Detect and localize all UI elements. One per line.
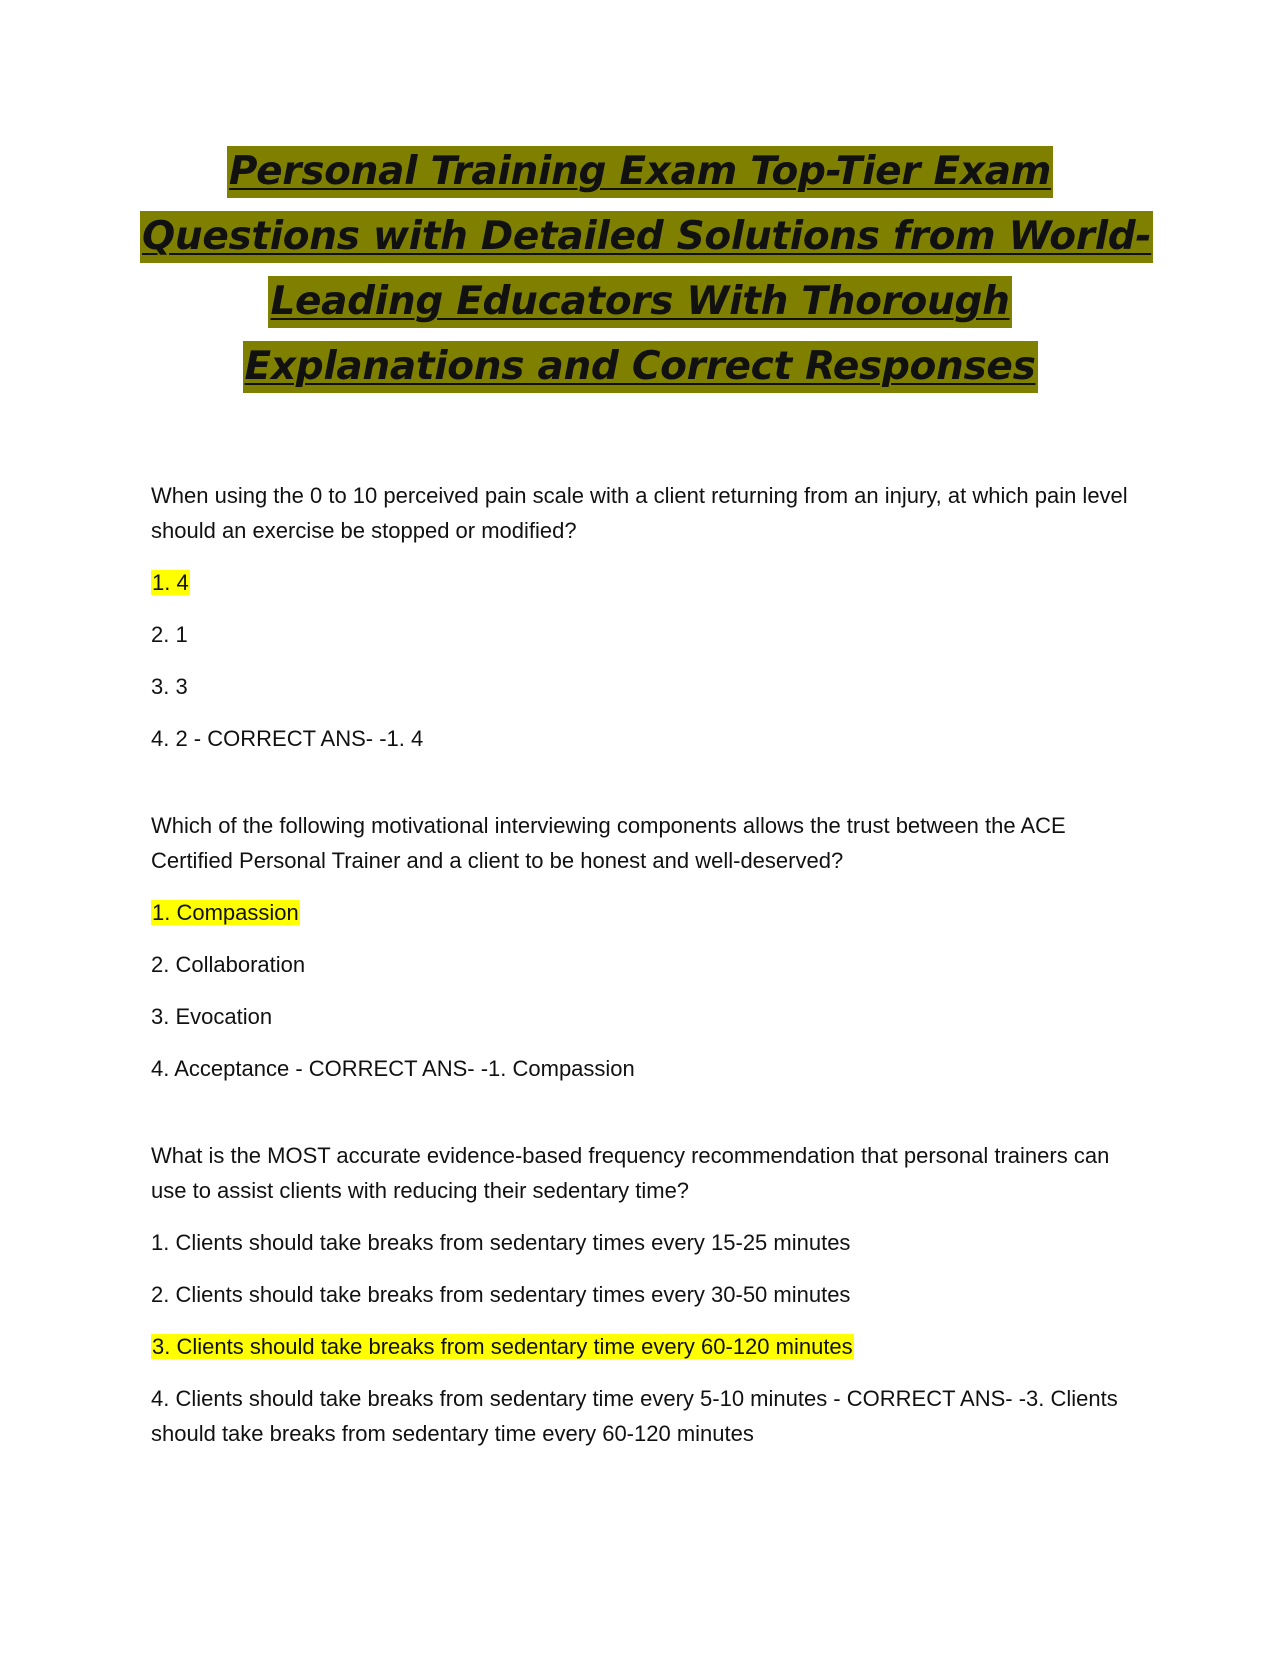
answer-option: 3. Evocation: [151, 1004, 273, 1029]
answer-option: 1. Clients should take breaks from sedentary times every 15-25 minutes: [151, 1230, 851, 1255]
title-line: Personal Training Exam Top-Tier Exam: [227, 146, 1053, 198]
title-line: Leading Educators With Thorough: [268, 276, 1011, 328]
answer-option: 4. 2 - CORRECT ANS- -1. 4: [151, 726, 424, 751]
title-line: Questions with Detailed Solutions from World-: [140, 211, 1153, 263]
highlighted-answer: 3. Clients should take breaks from sedentary time every 60-120 minutes: [152, 1334, 853, 1359]
answer-option: 2. Collaboration: [151, 952, 306, 977]
answer-option: [151, 895, 1131, 930]
answer-option: [151, 565, 1131, 600]
highlighted-answer: 1. 4: [152, 570, 189, 595]
highlighted-answer: 1. Compassion: [152, 900, 299, 925]
question-text: What is the MOST accurate evidence-based frequency recommendation that personal trainers can use to assist clients with reducing their sedentary time?: [151, 1143, 1110, 1203]
question-text: When using the 0 to 10 perceived pain scale with a client returning from an injury, at which pain level should an exercise be stopped or modified?: [151, 483, 1128, 543]
question-block: [151, 1138, 1131, 1451]
question-block: [151, 478, 1131, 756]
answer-option: 4. Clients should take breaks from sedentary time every 5-10 minutes - CORRECT ANS- -3. Clients should take breaks from sedentary time every 60-120 minutes: [151, 1386, 1118, 1446]
answer-option: 2. 1: [151, 622, 188, 647]
question-list: [151, 478, 1131, 1503]
answer-option: 2. Clients should take breaks from sedentary times every 30-50 minutes: [151, 1282, 851, 1307]
title-line: Explanations and Correct Responses: [243, 341, 1038, 393]
document-title: [140, 146, 1152, 406]
answer-option: 3. 3: [151, 674, 188, 699]
question-block: [151, 808, 1131, 1086]
answer-option: 4. Acceptance - CORRECT ANS- -1. Compassion: [151, 1056, 635, 1081]
answer-option: [151, 1329, 1131, 1364]
question-text: Which of the following motivational interviewing components allows the trust between the ACE Certified Personal Trainer and a client to be honest and well-deserved?: [151, 813, 1066, 873]
